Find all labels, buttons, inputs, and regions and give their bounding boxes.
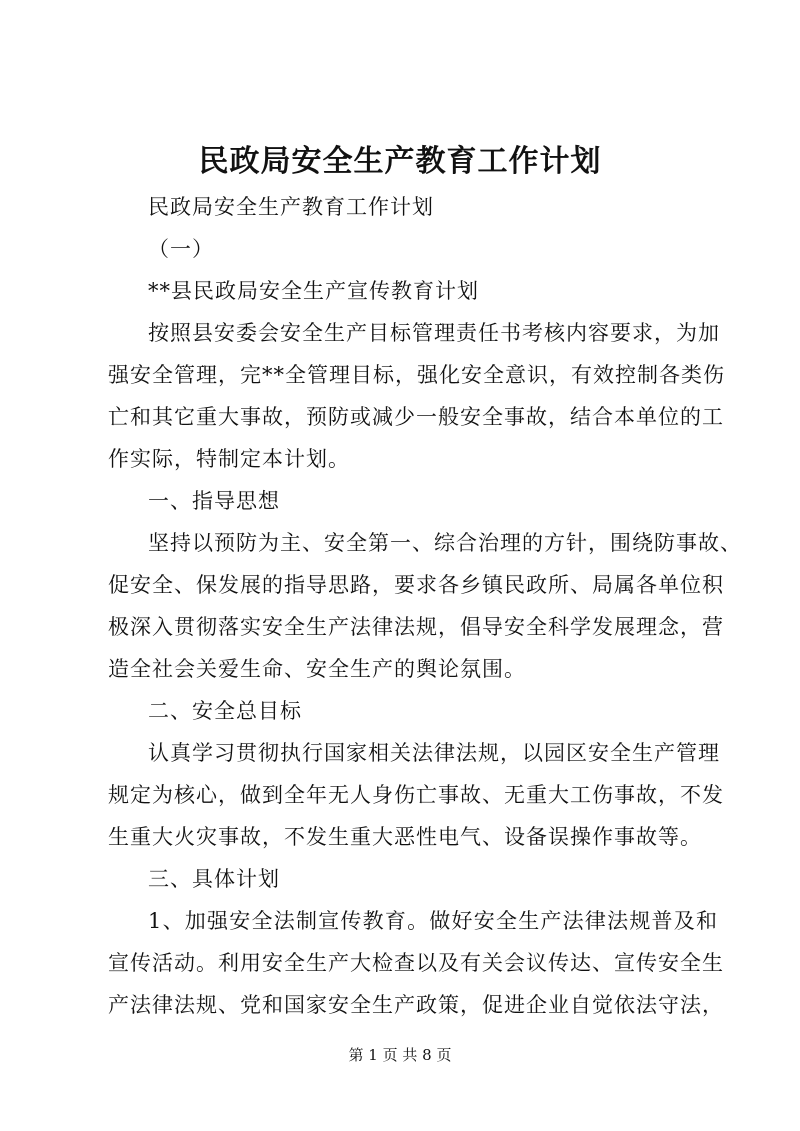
- section-heading: 三、具体计划: [148, 867, 280, 891]
- page-footer: 第 1 页 共 8 页: [348, 1046, 452, 1064]
- paragraph-line: 作实际，特制定本计划。: [108, 447, 350, 471]
- subtitle-line: 民政局安全生产教育工作计划: [148, 195, 434, 219]
- paragraph-line: 造全社会关爱生命、安全生产的舆论氛围。: [108, 657, 526, 681]
- plan-heading: **县民政局安全生产宣传教育计划: [148, 279, 479, 303]
- document-body: [108, 186, 742, 1026]
- paragraph-line: 按照县安委会安全生产目标管理责任书考核内容要求，为加: [148, 321, 720, 345]
- paragraph-line: 认真学习贯彻执行国家相关法律法规，以园区安全生产管理: [148, 741, 720, 765]
- paragraph-line: 生重大火灾事故，不发生重大恶性电气、设备误操作事故等。: [108, 825, 702, 849]
- paragraph-line: 产法律法规、党和国家安全生产政策，促进企业自觉依法守法，: [108, 993, 724, 1017]
- paragraph-line: 坚持以预防为主、安全第一、综合治理的方针，围绕防事故、: [148, 531, 742, 555]
- paragraph-line: 1、加强安全法制宣传教育。做好安全生产法律法规普及和: [148, 909, 718, 933]
- paragraph-line: 规定为核心，做到全年无人身伤亡事故、无重大工伤事故，不发: [108, 783, 724, 807]
- section-number: （一）: [148, 237, 214, 261]
- document-title: 民政局安全生产教育工作计划: [198, 144, 602, 179]
- section-heading: 一、指导思想: [148, 489, 280, 513]
- paragraph-line: 极深入贯彻落实安全生产法律法规，倡导安全科学发展理念，营: [108, 615, 724, 639]
- paragraph-line: 强安全管理，完**全管理目标，强化安全意识，有效控制各类伤: [108, 363, 725, 387]
- paragraph-line: 亡和其它重大事故，预防或减少一般安全事故，结合本单位的工: [108, 405, 724, 429]
- paragraph-line: 促安全、保发展的指导思路，要求各乡镇民政所、局属各单位积: [108, 573, 724, 597]
- paragraph-line: 宣传活动。利用安全生产大检查以及有关会议传达、宣传安全生: [108, 951, 724, 975]
- section-heading: 二、安全总目标: [148, 699, 302, 723]
